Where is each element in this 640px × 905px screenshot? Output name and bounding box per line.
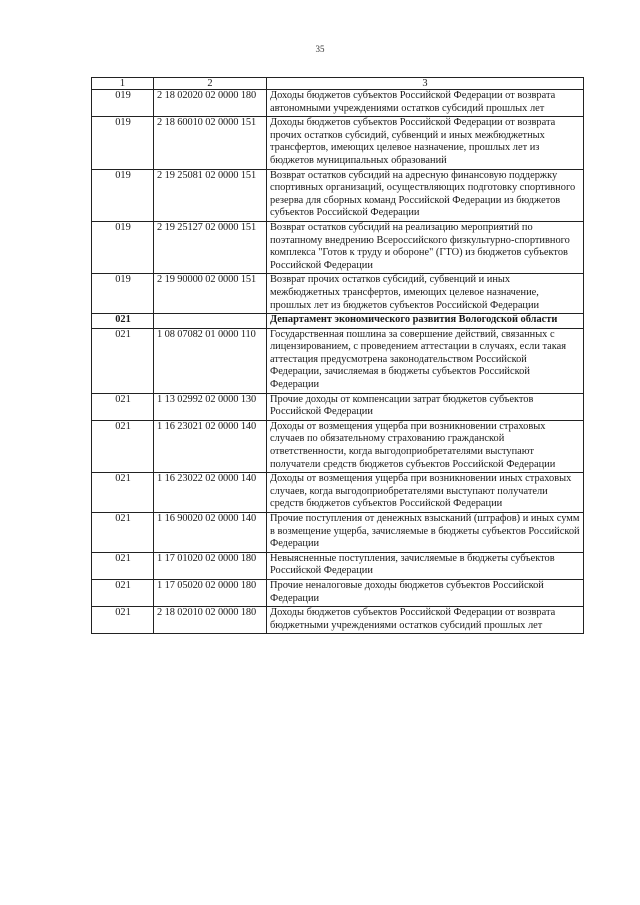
table-body — [92, 90, 584, 634]
cell-admin-code: 021 — [92, 513, 154, 553]
cell-revenue-name: Доходы от возмещения ущерба при возникновении иных страховых случаев, когда выгодоприобретателями выступают получатели средств бюджетов субъектов Российской Федерации — [267, 473, 584, 513]
table-row — [92, 420, 584, 472]
column-header-name: 3 — [267, 78, 584, 90]
cell-admin-code: 019 — [92, 90, 154, 117]
cell-admin-code: 021 — [92, 393, 154, 420]
cell-admin-code: 021 — [92, 314, 154, 329]
table-row — [92, 579, 584, 606]
table-row — [92, 393, 584, 420]
cell-revenue-name: Прочие неналоговые доходы бюджетов субъектов Российской Федерации — [267, 579, 584, 606]
cell-revenue-name: Государственная пошлина за совершение действий, связанных с лицензированием, с проведением аттестации в случаях, если такая аттестация предусмотрена законодательством Российской Федерации, зачисляемая в бюджеты субъектов Российской Федерации — [267, 328, 584, 393]
cell-revenue-code: 1 16 23022 02 0000 140 — [154, 473, 267, 513]
table-row — [92, 473, 584, 513]
column-header-admin: 1 — [92, 78, 154, 90]
cell-admin-code: 019 — [92, 221, 154, 273]
cell-revenue-code: 2 18 02010 02 0000 180 — [154, 607, 267, 634]
cell-revenue-name: Возврат остатков субсидий на реализацию мероприятий по поэтапному внедрению Всероссийского физкультурно-спортивного комплекса "Готов к труду и обороне" (ГТО) из бюджетов субъектов Российской Федерации — [267, 221, 584, 273]
cell-admin-code: 021 — [92, 328, 154, 393]
cell-admin-code: 021 — [92, 607, 154, 634]
table-row — [92, 328, 584, 393]
table-row — [92, 221, 584, 273]
cell-admin-code: 021 — [92, 552, 154, 579]
cell-revenue-code: 1 17 01020 02 0000 180 — [154, 552, 267, 579]
revenue-codes-table — [91, 77, 584, 634]
cell-revenue-name: Возврат прочих остатков субсидий, субвенций и иных межбюджетных трансфертов, имеющих целевое назначение, прошлых лет из бюджетов субъектов Российской Федерации — [267, 274, 584, 314]
cell-revenue-code: 1 17 05020 02 0000 180 — [154, 579, 267, 606]
table-row — [92, 117, 584, 169]
cell-revenue-code: 1 13 02992 02 0000 130 — [154, 393, 267, 420]
cell-admin-code: 019 — [92, 274, 154, 314]
cell-revenue-name: Доходы бюджетов субъектов Российской Федерации от возврата прочих остатков субсидий, субвенций и иных межбюджетных трансфертов, имеющих целевое назначение, прошлых лет из бюджетов муниципальных образований — [267, 117, 584, 169]
table-row — [92, 274, 584, 314]
cell-revenue-name: Прочие поступления от денежных взысканий (штрафов) и иных сумм в возмещение ущерба, зачисляемые в бюджеты субъектов Российской Федерации — [267, 513, 584, 553]
table-row — [92, 552, 584, 579]
cell-admin-code: 019 — [92, 169, 154, 221]
cell-revenue-code: 2 19 90000 02 0000 151 — [154, 274, 267, 314]
cell-admin-code: 019 — [92, 117, 154, 169]
cell-admin-code: 021 — [92, 473, 154, 513]
cell-revenue-name: Департамент экономического развития Вологодской области — [267, 314, 584, 329]
cell-revenue-code: 2 18 02020 02 0000 180 — [154, 90, 267, 117]
table-row — [92, 607, 584, 634]
table-header-row — [92, 78, 584, 90]
cell-admin-code: 021 — [92, 420, 154, 472]
cell-revenue-name: Доходы от возмещения ущерба при возникновении страховых случаев по обязательному страхованию гражданской ответственности, когда выгодоприобретателями выступают получатели средств бюджетов субъектов Российской Федерации — [267, 420, 584, 472]
cell-revenue-name: Доходы бюджетов субъектов Российской Федерации от возврата автономными учреждениями остатков субсидий прошлых лет — [267, 90, 584, 117]
cell-revenue-code: 2 19 25081 02 0000 151 — [154, 169, 267, 221]
cell-revenue-code — [154, 314, 267, 329]
column-header-code: 2 — [154, 78, 267, 90]
table-row — [92, 169, 584, 221]
cell-revenue-code: 1 16 23021 02 0000 140 — [154, 420, 267, 472]
table-row-department — [92, 314, 584, 329]
cell-revenue-code: 2 18 60010 02 0000 151 — [154, 117, 267, 169]
cell-revenue-code: 1 16 90020 02 0000 140 — [154, 513, 267, 553]
cell-revenue-name: Прочие доходы от компенсации затрат бюджетов субъектов Российской Федерации — [267, 393, 584, 420]
cell-admin-code: 021 — [92, 579, 154, 606]
table-row — [92, 90, 584, 117]
cell-revenue-name: Доходы бюджетов субъектов Российской Федерации от возврата бюджетными учреждениями остатков субсидий прошлых лет — [267, 607, 584, 634]
cell-revenue-name: Возврат остатков субсидий на адресную финансовую поддержку спортивных организаций, осуществляющих подготовку спортивного резерва для сборных команд Российской Федерации из бюджетов субъектов Российской Федерации — [267, 169, 584, 221]
page-number: 35 — [315, 44, 325, 54]
cell-revenue-code: 2 19 25127 02 0000 151 — [154, 221, 267, 273]
cell-revenue-name: Невыясненные поступления, зачисляемые в бюджеты субъектов Российской Федерации — [267, 552, 584, 579]
table-row — [92, 513, 584, 553]
cell-revenue-code: 1 08 07082 01 0000 110 — [154, 328, 267, 393]
